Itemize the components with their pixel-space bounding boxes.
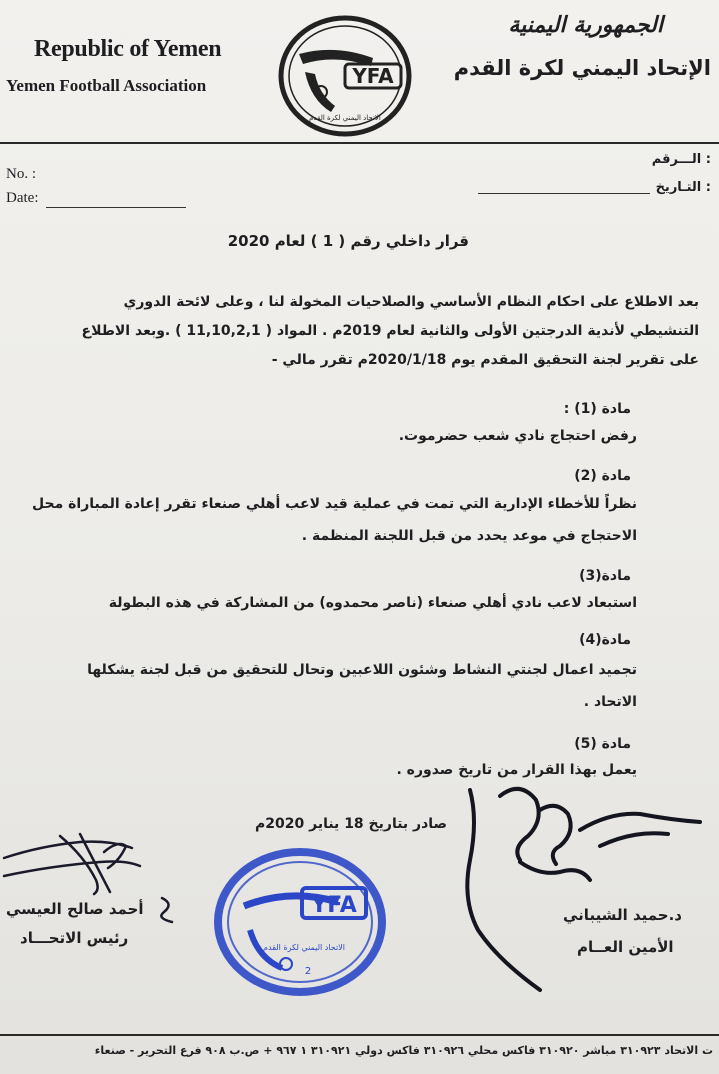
article-1-heading: مادة (1) : — [563, 401, 631, 417]
meta-date-label: Date: — [6, 190, 39, 206]
logo-caption: الاتحاد اليمني لكرة القدم — [309, 114, 381, 122]
article-line: الاتحاد . — [583, 694, 637, 710]
footer-contact: ت الاتحاد ٣١٠٩٢٣ مباشر ٣١٠٩٢٠ فاكس محلي ٣١٠٩٢٦ فاكس دولي ٣١٠٩٢١ ١ ٩٦٧ + ص.ب ٩٠٨ فرع التحرير - صنعاء — [94, 1044, 713, 1057]
header-en-subtitle: Yemen Football Association — [6, 76, 207, 95]
article-line: رفض احتجاج نادي شعب حضرموت. — [398, 428, 637, 444]
right-signatory-name: د.حميد الشيباني — [563, 906, 682, 924]
stamp-text: YFA — [311, 893, 357, 918]
footer-divider — [0, 1034, 719, 1036]
meta-no-label: No. : — [6, 166, 36, 182]
preamble-line: على تقرير لجنة التحقيق المقدم يوم 2020/1/18م تقرر مالي - — [271, 352, 699, 368]
article-3-heading: مادة(3) — [579, 568, 631, 584]
stamp-number: 2 — [304, 966, 312, 977]
meta-ar-no-label: الـــرقم : — [651, 152, 711, 167]
logo-text: YFA — [352, 64, 394, 88]
preamble-line: بعد الاطلاع على احكام النظام الأساسي والصلاحيات المخولة لنا ، وعلى لائحة الدوري — [123, 294, 699, 310]
header-ar-title: الإتحاد اليمني لكرة القدم — [453, 56, 711, 80]
right-signatory-role: الأمين العــام — [577, 938, 674, 956]
decision-title: قرار داخلي رقم ( 1 ) لعام 2020 — [227, 232, 469, 250]
left-signatory-name: أحمد صالح العيسي — [6, 900, 144, 918]
header-en-title: Republic of Yemen — [34, 36, 222, 62]
article-line: يعمل بهذا القرار من تاريخ صدوره . — [396, 762, 637, 778]
meta-ar-date-label: التـاريخ : — [655, 180, 711, 195]
article-line: تجميد اعمال لجنتي النشاط وشئون اللاعبين وتحال للتحقيق من قبل لجنة يشكلها — [87, 662, 637, 678]
article-line: الاحتجاج في موعد يحدد من قبل اللجنة المنظمة . — [301, 528, 637, 544]
stamp-caption: الاتحاد اليمني لكرة القدم — [263, 943, 345, 952]
article-5-heading: مادة (5) — [574, 736, 631, 752]
article-line: نظراً للأخطاء الإدارية التي تمت في عملية قيد لاعب أهلي صنعاء تقرر إعادة المباراة محل — [32, 496, 637, 512]
article-line: استبعاد لاعب نادي أهلي صنعاء (ناصر محمدوه) من المشاركة في هذه البطولة — [108, 595, 637, 611]
left-signatory-role: رئيس الاتحـــاد — [20, 929, 129, 947]
preamble-line: التنشيطي لأندية الدرجتين الأولى والثانية لعام 2019م . المواد ( 11,10,2,1 ) .وبعد الاطلاع — [81, 323, 699, 339]
header-ar-calligraphy: الجمهورية اليمنية — [508, 12, 663, 38]
article-4-heading: مادة(4) — [579, 632, 631, 648]
article-2-heading: مادة (2) — [574, 468, 631, 484]
issue-date: صادر بتاريخ 18 يناير 2020م — [255, 816, 448, 832]
